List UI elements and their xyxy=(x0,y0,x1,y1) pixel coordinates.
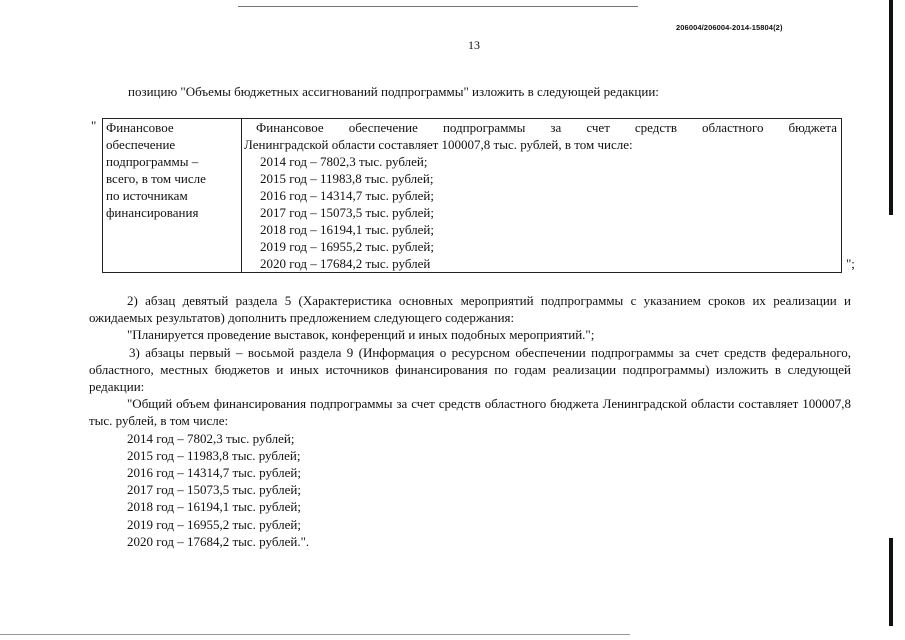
document-id: 206004/206004-2014-15804(2) xyxy=(676,23,783,32)
paragraph-2: 2) абзац девятый раздела 5 (Характеристика основных мероприятий подпрограммы с указанием сроков их реализации и ожидаемых результатов) дополнить предложением следующего содержания: xyxy=(89,293,851,326)
year-line: 2016 год – 14314,7 тыс. рублей; xyxy=(260,188,434,203)
scan-line-top xyxy=(238,6,638,7)
scan-edge-bottom-right xyxy=(889,538,893,626)
paragraph-3-quote: "Общий объем финансирования подпрограммы за счет средств областного бюджета Ленинградской области составляет 100007,8 тыс. рублей, в том числе: xyxy=(89,396,851,429)
content-line: Ленинградской области составляет 100007,8 тыс. рублей, в том числе: xyxy=(244,137,633,152)
financing-table xyxy=(102,118,842,273)
year-line: 2017 год – 15073,5 тыс. рублей; xyxy=(260,205,434,220)
year-line: 2014 год – 7802,3 тыс. рублей; xyxy=(260,154,428,169)
label-line: по источникам xyxy=(106,188,188,203)
label-line: Финансовое xyxy=(106,120,174,135)
year-line: 2019 год – 16955,2 тыс. рублей; xyxy=(127,516,301,532)
year-line: 2018 год – 16194,1 тыс. рублей; xyxy=(260,222,434,237)
year-line: 2015 год – 11983,8 тыс. рублей; xyxy=(260,171,434,186)
table-cell-content xyxy=(242,119,842,273)
year-line: 2020 год – 17684,2 тыс. рублей.". xyxy=(127,533,310,549)
table-cell-label xyxy=(103,119,242,273)
body-text xyxy=(89,292,851,550)
label-line: обеспечение xyxy=(106,137,176,152)
year-line: 2020 год – 17684,2 тыс. рублей xyxy=(260,256,431,271)
content-line: Финансовое обеспечение подпрограммы за счет средств областного бюджета xyxy=(256,120,837,135)
paragraph-3: 3) абзацы первый – восьмой раздела 9 (Информация о ресурсном обеспечении подпрограммы за счет средств федерального, областного, местных бюджетов и иных источников финансирования по годам реализации подпрограммы) изложить в следующей редакции: xyxy=(89,344,851,395)
year-line: 2014 год – 7802,3 тыс. рублей; xyxy=(127,430,295,446)
label-line: всего, в том числе xyxy=(106,171,206,186)
year-line: 2017 год – 15073,5 тыс. рублей; xyxy=(127,482,301,498)
table-quote-close: "; xyxy=(846,256,855,271)
label-line: финансирования xyxy=(106,205,199,220)
year-line: 2015 год – 11983,8 тыс. рублей; xyxy=(127,447,301,463)
intro-paragraph: позицию "Объемы бюджетных ассигнований подпрограммы" изложить в следующей редакции: xyxy=(128,84,659,99)
year-line: 2016 год – 14314,7 тыс. рублей; xyxy=(127,465,301,481)
scan-line-bottom xyxy=(0,634,630,635)
label-line: подпрограммы – xyxy=(106,154,199,169)
page-number: 13 xyxy=(468,38,480,52)
year-line: 2019 год – 16955,2 тыс. рублей; xyxy=(260,239,434,254)
year-line: 2018 год – 16194,1 тыс. рублей; xyxy=(127,499,301,515)
scan-edge-top-right xyxy=(889,0,893,215)
table-quote-open: " xyxy=(91,118,97,133)
table-row xyxy=(103,119,842,273)
paragraph-2-quote: "Планируется проведение выставок, конференций и иных подобных мероприятий."; xyxy=(127,327,595,343)
